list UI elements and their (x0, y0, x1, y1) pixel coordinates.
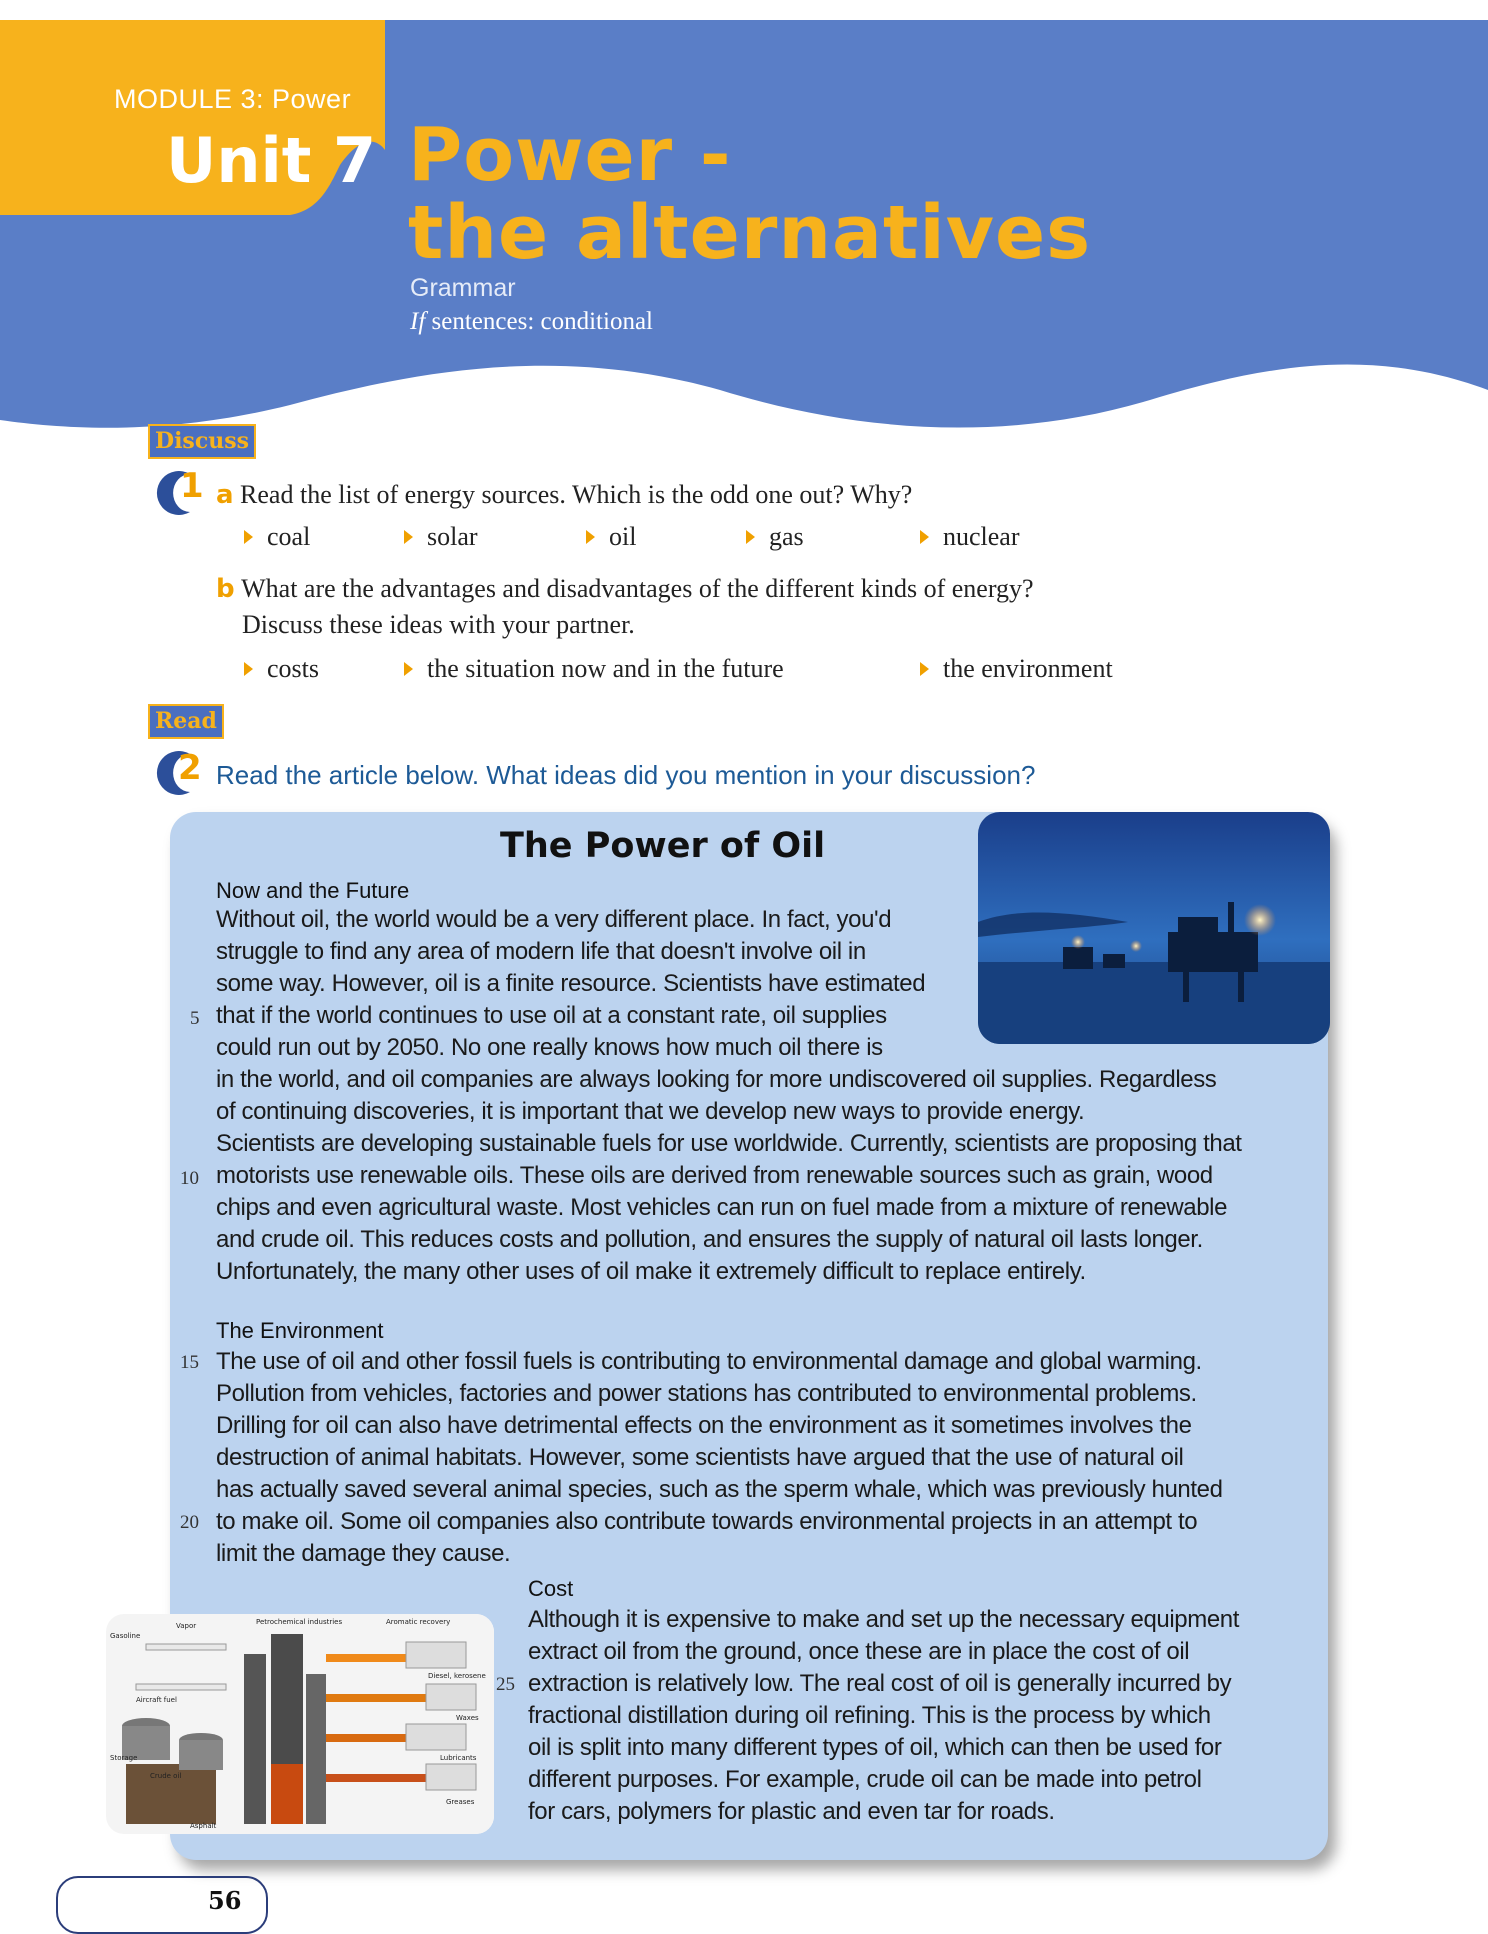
oil-refining-diagram (106, 1614, 494, 1834)
bullet-icon (404, 662, 413, 676)
article-line: that if the world continues to use oil at a constant rate, oil supplies (216, 1002, 887, 1029)
bullet-situation: the situation now and in the future (404, 654, 784, 684)
bullet-coal: coal (244, 522, 310, 552)
article-line: could run out by 2050. No one really knows how much oil there is (216, 1034, 883, 1061)
unit-title-line1: Power - (408, 112, 732, 198)
article-line: The use of oil and other fossil fuels is contributing to environmental damage and global warming. (216, 1348, 1202, 1375)
article-line: Scientists are developing sustainable fuels for use worldwide. Currently, scientists are proposing that (216, 1130, 1242, 1157)
grammar-label: Grammar (410, 274, 516, 302)
diagram-label: Storage (110, 1754, 138, 1762)
bullet-icon (920, 530, 929, 544)
read-tag: Read (148, 704, 224, 739)
article-line: Although it is expensive to make and set up the necessary equipment (528, 1606, 1239, 1633)
article-line: destruction of animal habitats. However, some scientists have argued that the use of natural oil (216, 1444, 1184, 1471)
article-line: extract oil from the ground, once these are in place the cost of oil (528, 1638, 1190, 1665)
bullet-costs: costs (244, 654, 319, 684)
bullet-solar: solar (404, 522, 478, 552)
unit-title-line2: the alternatives (408, 190, 1092, 276)
question-1a: a Read the list of energy sources. Which is the odd one out? Why? (216, 480, 913, 510)
exercise-2-number: 2 (178, 748, 202, 788)
article-line: Unfortunately, the many other uses of oil make it extremely difficult to replace entirely. (216, 1258, 1086, 1285)
diagram-label: Greases (446, 1798, 475, 1806)
bullet-gas: gas (746, 522, 804, 552)
bullet-icon (244, 662, 253, 676)
diagram-label: Crude oil (150, 1772, 182, 1780)
article-line: Pollution from vehicles, factories and power stations has contributed to environmental problems. (216, 1380, 1197, 1407)
bullet-environment: the environment (920, 654, 1113, 684)
article-line: of continuing discoveries, it is important that we develop new ways to provide energy. (216, 1098, 1085, 1125)
diagram-label: Waxes (456, 1714, 479, 1722)
line-number: 5 (190, 1008, 200, 1029)
oil-rig-photo (978, 812, 1330, 1044)
section-cost-heading: Cost (528, 1576, 574, 1601)
bullet-icon (244, 530, 253, 544)
article-line: fractional distillation during oil refining. This is the process by which (528, 1702, 1211, 1729)
article-line: in the world, and oil companies are always looking for more undiscovered oil supplies. Regardless (216, 1066, 1217, 1093)
question-2: Read the article below. What ideas did you mention in your discussion? (216, 760, 1036, 790)
article-line: extraction is relatively low. The real cost of oil is generally incurred by (528, 1670, 1232, 1697)
module-label: MODULE 3: Power (114, 84, 352, 114)
diagram-label: Vapor (176, 1622, 197, 1630)
article-line: limit the damage they cause. (216, 1540, 511, 1567)
line-number: 20 (180, 1512, 199, 1533)
diagram-label: Lubricants (440, 1754, 477, 1762)
article-line: for cars, polymers for plastic and even tar for roads. (528, 1798, 1055, 1825)
bullet-oil: oil (586, 522, 636, 552)
unit-label: Unit 7 (166, 124, 377, 197)
diagram-label: Diesel, kerosene (428, 1672, 486, 1680)
line-number: 10 (180, 1168, 199, 1189)
diagram-label: Petrochemical industries (256, 1618, 343, 1626)
diagram-label: Aircraft fuel (136, 1696, 177, 1704)
section-environment-heading: The Environment (216, 1318, 384, 1343)
question-1b-line2: Discuss these ideas with your partner. (242, 610, 635, 639)
bullet-icon (746, 530, 755, 544)
bullet-nuclear: nuclear (920, 522, 1020, 552)
article-line: some way. However, oil is a finite resource. Scientists have estimated (216, 970, 926, 997)
bullet-icon (586, 530, 595, 544)
article-line: to make oil. Some oil companies also contribute towards environmental projects in an attempt to (216, 1508, 1198, 1535)
article-line: motorists use renewable oils. These oils are derived from renewable sources such as grain, wood (216, 1162, 1213, 1189)
article-line: Without oil, the world would be a very different place. In fact, you'd (216, 906, 892, 933)
diagram-label: Aromatic recovery (386, 1618, 451, 1626)
discuss-tag: Discuss (148, 424, 256, 459)
article-line: oil is split into many different types of oil, which can then be used for (528, 1734, 1222, 1761)
article-title: The Power of Oil (500, 826, 826, 866)
article-line: different purposes. For example, crude oil can be made into petrol (528, 1766, 1202, 1793)
article-line: Drilling for oil can also have detrimental effects on the environment as it sometimes involves the (216, 1412, 1192, 1439)
exercise-1-number: 1 (180, 466, 204, 506)
article-line: has actually saved several animal species, such as the sperm whale, which was previously hunted (216, 1476, 1223, 1503)
bullet-icon (920, 662, 929, 676)
section-now-future-heading: Now and the Future (216, 878, 410, 903)
page-number: 56 (208, 1886, 242, 1915)
bullet-icon (404, 530, 413, 544)
grammar-topic: If sentences: conditional (410, 308, 653, 335)
diagram-label: Gasoline (110, 1632, 141, 1640)
article-line: and crude oil. This reduces costs and pollution, and ensures the supply of natural oil lasts longer. (216, 1226, 1203, 1253)
question-1b: b What are the advantages and disadvantages of the different kinds of energy? (216, 574, 1034, 604)
article-line: struggle to find any area of modern life that doesn't involve oil in (216, 938, 866, 965)
article-line: chips and even agricultural waste. Most vehicles can run on fuel made from a mixture of renewable (216, 1194, 1228, 1221)
line-number: 15 (180, 1352, 199, 1373)
diagram-label: Asphalt (190, 1822, 217, 1830)
line-number: 25 (496, 1674, 515, 1695)
